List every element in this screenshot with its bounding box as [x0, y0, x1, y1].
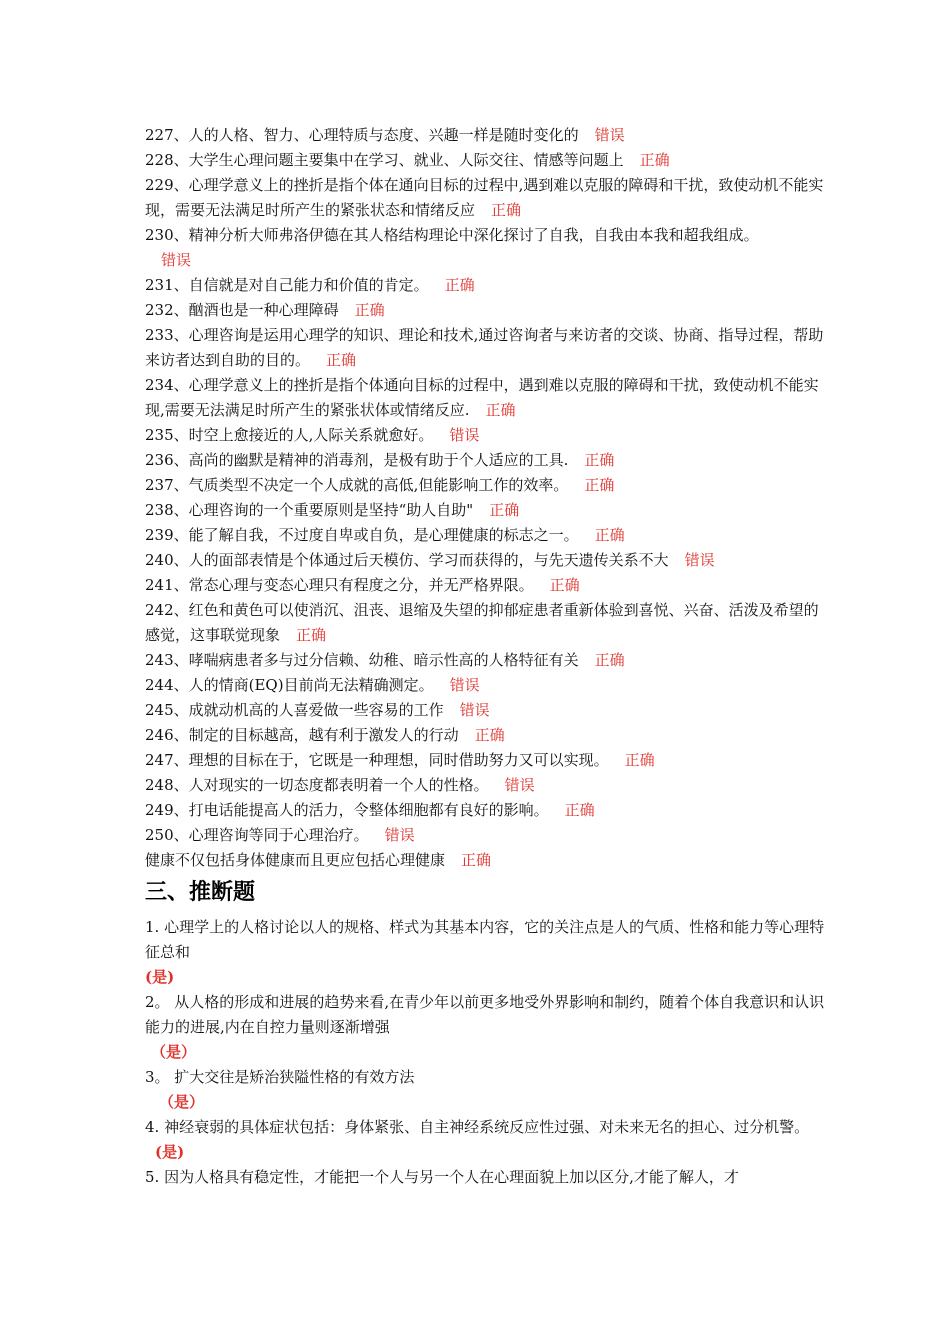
statement-text: 227、人的人格、智力、心理特质与态度、兴趣一样是随时变化的 — [145, 126, 579, 144]
answer-label: 正确 — [584, 451, 615, 469]
statement-text: 230、精神分析大师弗洛伊德在其人格结构理论中深化探讨了自我，自我由本我和超我组成。 — [145, 226, 759, 244]
statement-item — [145, 448, 825, 473]
true-false-list — [145, 123, 825, 873]
statement-text: 234、心理学意义上的挫折是指个体通向目标的过程中，遇到难以克服的障碍和干扰，致使动机不能实现,需要无法满足时所产生的紧张状体或情绪反应. — [145, 376, 819, 419]
answer-label: 错误 — [161, 251, 192, 269]
judgement-question: 2。 从人格的形成和进展的趋势来看,在青少年以前更多地受外界影响和制约，随着个体自我意识和认识能力的进展,内在自控力量则逐渐增强 — [145, 993, 825, 1036]
answer-label: 错误 — [459, 701, 490, 719]
statement-item — [145, 273, 825, 298]
judgement-question: 1. 心理学上的人格讨论以人的规格、样式为其基本内容，它的关注点是人的气质、性格和能力等心理特征总和 — [145, 918, 825, 961]
answer-label: 正确 — [354, 301, 385, 319]
answer-label: 正确 — [594, 526, 625, 544]
statement-text: 236、高尚的幽默是精神的消毒剂，是极有助于个人适应的工具. — [145, 451, 569, 469]
answer-label: 正确 — [491, 201, 522, 219]
answer-label: 正确 — [584, 476, 615, 494]
statement-text: 248、人对现实的一切态度都表明着一个人的性格。 — [145, 776, 489, 794]
statement-item — [145, 798, 825, 823]
answer-label: 正确 — [444, 276, 475, 294]
statement-text: 健康不仅包括身体健康而且更应包括心理健康 — [145, 851, 446, 869]
judgement-question: 3。 扩大交往是矫治狭隘性格的有效方法 — [145, 1068, 415, 1086]
statement-item — [145, 523, 825, 548]
judgement-question: 5. 因为人格具有稳定性，才能把一个人与另一个人在心理面貌上加以区分,才能了解人，才 — [145, 1168, 739, 1186]
statement-item — [145, 298, 825, 323]
statement-text: 240、人的面部表情是个体通过后天模仿、学习而获得的，与先天遗传关系不大 — [145, 551, 669, 569]
statement-text: 231、自信就是对自己能力和价值的肯定。 — [145, 276, 429, 294]
answer-label: 错误 — [684, 551, 715, 569]
judgement-answer: （是） — [159, 1093, 205, 1111]
judgement-answer: (是) — [145, 968, 175, 986]
statement-item — [145, 573, 825, 598]
answer-label: 错误 — [384, 826, 415, 844]
answer-label: 正确 — [461, 851, 492, 869]
statement-item — [145, 598, 825, 648]
document-body — [145, 123, 825, 1190]
statement-text: 229、心理学意义上的挫折是指个体在通向目标的过程中,遇到难以克服的障碍和干扰，致使动机不能实现，需要无法满足时所产生的紧张状态和情绪反应 — [145, 176, 824, 219]
statement-text: 238、心理咨询的一个重要原则是坚持“助人自助" — [145, 501, 474, 519]
judgement-answer: (是) — [155, 1143, 185, 1161]
statement-text: 243、哮喘病患者多与过分信赖、幼稚、暗示性高的人格特征有关 — [145, 651, 579, 669]
statement-item — [145, 373, 825, 423]
answer-label: 错误 — [449, 676, 480, 694]
judgement-list — [145, 915, 825, 1190]
statement-item — [145, 323, 825, 373]
statement-item — [145, 173, 825, 223]
statement-item — [145, 848, 825, 873]
statement-item — [145, 423, 825, 448]
statement-item — [145, 748, 825, 773]
answer-label: 正确 — [326, 351, 357, 369]
answer-label: 错误 — [504, 776, 535, 794]
answer-label: 正确 — [474, 726, 505, 744]
statement-item — [145, 223, 825, 273]
statement-text: 247、理想的目标在于，它既是一种理想，同时借助努力又可以实现。 — [145, 751, 609, 769]
statement-text: 228、大学生心理问题主要集中在学习、就业、人际交往、情感等问题上 — [145, 151, 624, 169]
answer-label: 错误 — [594, 126, 625, 144]
statement-text: 242、红色和黄色可以使消沉、沮丧、退缩及失望的抑郁症患者重新体验到喜悦、兴奋、活泼及希望的感觉，这事联觉现象 — [145, 601, 819, 644]
statement-item — [145, 723, 825, 748]
statement-item — [145, 548, 825, 573]
answer-label: 错误 — [449, 426, 480, 444]
statement-item — [145, 773, 825, 798]
statement-item — [145, 473, 825, 498]
judgement-answer: （是） — [151, 1043, 197, 1061]
statement-item — [145, 673, 825, 698]
statement-item — [145, 498, 825, 523]
statement-item — [145, 823, 825, 848]
statement-item — [145, 148, 825, 173]
answer-label: 正确 — [639, 151, 670, 169]
answer-label: 正确 — [594, 651, 625, 669]
statement-text: 237、气质类型不决定一个人成就的高低,但能影响工作的效率。 — [145, 476, 569, 494]
statement-text: 249、打电话能提高人的活力，令整体细胞都有良好的影响。 — [145, 801, 549, 819]
statement-text: 250、心理咨询等同于心理治疗。 — [145, 826, 369, 844]
statement-text: 246、制定的目标越高，越有利于激发人的行动 — [145, 726, 459, 744]
answer-label: 正确 — [549, 576, 580, 594]
statement-text: 244、人的情商(EQ)目前尚无法精确测定。 — [145, 676, 434, 694]
statement-text: 235、时空上愈接近的人,人际关系就愈好。 — [145, 426, 434, 444]
statement-text: 241、常态心理与变态心理只有程度之分，并无严格界限。 — [145, 576, 534, 594]
statement-text: 245、成就动机高的人喜爱做一些容易的工作 — [145, 701, 444, 719]
answer-label: 正确 — [624, 751, 655, 769]
statement-text: 232、酗酒也是一种心理障碍 — [145, 301, 339, 319]
answer-label: 正确 — [564, 801, 595, 819]
statement-item — [145, 648, 825, 673]
judgement-question: 4. 神经衰弱的具体症状包括：身体紧张、自主神经系统反应性过强、对未来无名的担心、过分机警。 — [145, 1118, 810, 1136]
statement-text: 233、心理咨询是运用心理学的知识、理论和技术,通过咨询者与来访者的交谈、协商、指导过程，帮助来访者达到自助的目的。 — [145, 326, 824, 369]
statement-item — [145, 123, 825, 148]
section-heading: 三、推断题 — [145, 880, 256, 905]
statement-item — [145, 698, 825, 723]
answer-label: 正确 — [296, 626, 327, 644]
answer-label: 正确 — [489, 501, 520, 519]
statement-text: 239、能了解自我，不过度自卑或自负，是心理健康的标志之一。 — [145, 526, 579, 544]
answer-label: 正确 — [485, 401, 516, 419]
